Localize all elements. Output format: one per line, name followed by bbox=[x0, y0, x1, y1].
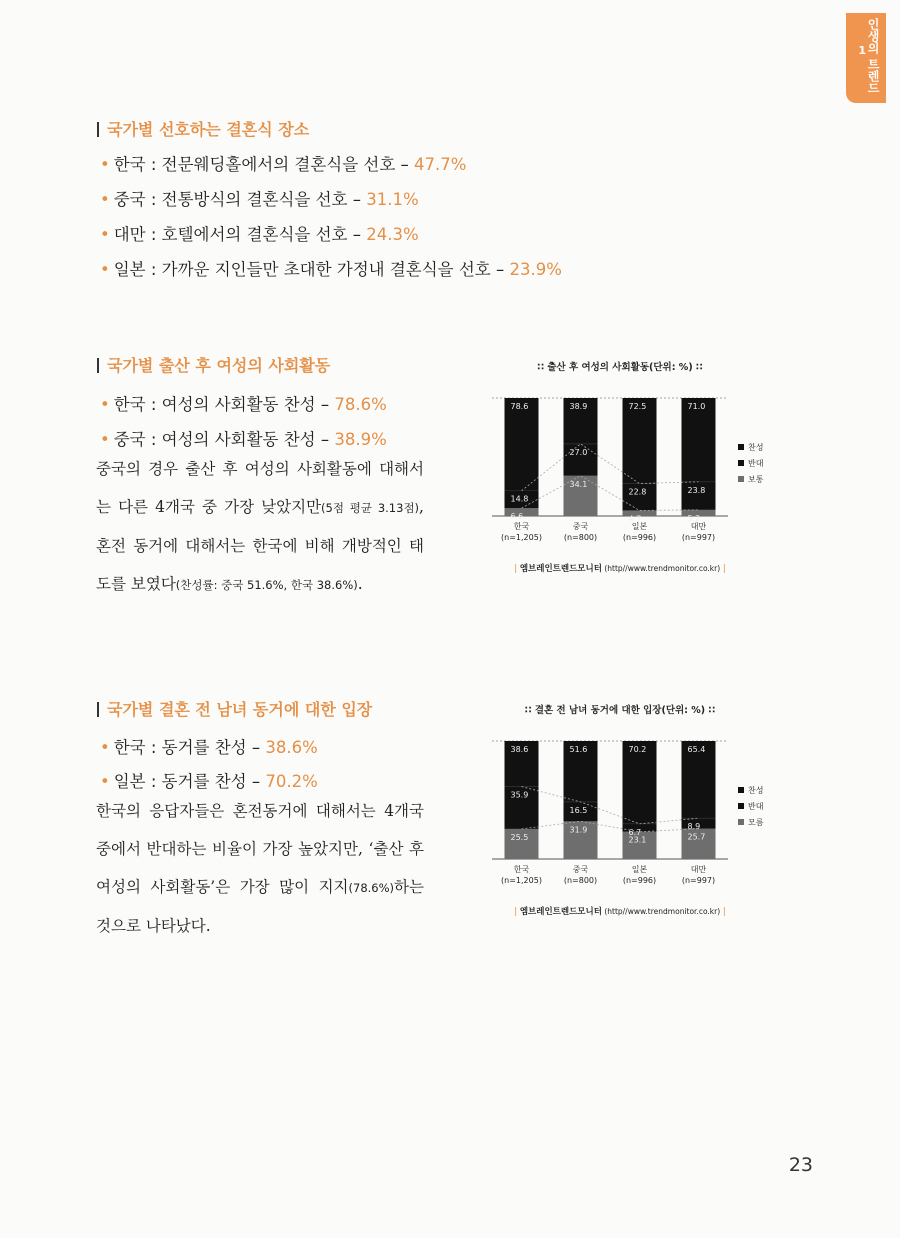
category-n-label: (n=997) bbox=[681, 876, 716, 885]
legend-label-모름: 모름 bbox=[748, 818, 764, 827]
data-label-반대-일본: 22.8 bbox=[628, 487, 647, 497]
data-label-모름-일본: 23.1 bbox=[628, 835, 647, 845]
data-label-반대-일본: 6.7 bbox=[628, 827, 642, 837]
category-n-label: (n=1,205) bbox=[501, 876, 542, 885]
chart-title: ∷ 출산 후 여성의 사회활동(단위: %) ∷ bbox=[537, 362, 703, 373]
section1-item-china: • 중국 : 전통방식의 결혼식을 선호 – 31.1% bbox=[100, 190, 419, 209]
legend-swatch-모름 bbox=[738, 819, 744, 825]
section1-item-taiwan: • 대만 : 호텔에서의 결혼식을 선호 – 24.3% bbox=[100, 225, 419, 244]
data-label-찬성-대만: 71.0 bbox=[687, 402, 706, 411]
category-n-label: (n=1,205) bbox=[501, 533, 542, 542]
category-n-label: (n=996) bbox=[622, 876, 657, 885]
category-n-label: (n=800) bbox=[563, 876, 598, 885]
section2-item-china: • 중국 : 여성의 사회활동 찬성 – 38.9% bbox=[100, 430, 387, 449]
category-label: 일본 bbox=[631, 865, 648, 874]
chart-maternal-social-activity bbox=[470, 352, 780, 587]
data-label-보통-대만: 5.2 bbox=[687, 513, 701, 523]
section3-heading: 국가별 결혼 전 남녀 동거에 대한 입장 bbox=[97, 697, 372, 720]
data-label-반대-대만: 8.9 bbox=[687, 822, 701, 832]
category-label: 한국 bbox=[513, 522, 530, 531]
category-n-label: (n=996) bbox=[622, 533, 657, 542]
chapter-tab-number: 1 bbox=[858, 44, 866, 57]
data-label-찬성-중국: 38.9 bbox=[569, 402, 588, 411]
data-label-찬성-한국: 38.6 bbox=[510, 745, 529, 754]
section2-paragraph: 중국의 경우 출산 후 여성의 사회활동에 대해서는 다른 4개국 중 가장 낮았지만(5점 평균 3.13점), 혼전 동거에 대해서는 한국에 비해 개방적인 태도를 보였다(찬성률: 중국 51.6%, 한국 38.6%). bbox=[96, 460, 424, 593]
chart-title: ∷ 결혼 전 남녀 동거에 대한 입장(단위: %) ∷ bbox=[524, 705, 716, 716]
category-label: 중국 bbox=[572, 522, 589, 531]
connector-line bbox=[522, 821, 699, 831]
section3-item-japan: • 일본 : 동거를 찬성 – 70.2% bbox=[100, 772, 318, 791]
data-label-보통-한국: 6.6 bbox=[510, 512, 524, 522]
data-label-찬성-대만: 65.4 bbox=[687, 745, 706, 754]
data-label-반대-대만: 23.8 bbox=[687, 485, 706, 495]
data-label-모름-대만: 25.7 bbox=[687, 832, 706, 842]
data-label-찬성-일본: 70.2 bbox=[628, 745, 647, 754]
data-label-모름-중국: 31.9 bbox=[569, 825, 588, 835]
data-label-반대-중국: 27.0 bbox=[569, 447, 588, 457]
legend-label-반대: 반대 bbox=[748, 802, 764, 811]
page-number: 23 bbox=[788, 1154, 813, 1176]
section3-item-korea: • 한국 : 동거를 찬성 – 38.6% bbox=[100, 738, 318, 757]
legend-swatch-찬성 bbox=[738, 787, 744, 793]
data-label-보통-일본: 4.7 bbox=[628, 514, 642, 524]
category-label: 대만 bbox=[690, 522, 707, 531]
legend-swatch-찬성 bbox=[738, 444, 744, 450]
data-label-찬성-중국: 51.6 bbox=[569, 745, 588, 754]
chapter-tab-label: 인생의 트렌드 bbox=[866, 18, 880, 95]
connector-line bbox=[522, 787, 699, 824]
data-label-찬성-한국: 78.6 bbox=[510, 402, 529, 411]
data-label-반대-한국: 14.8 bbox=[510, 494, 529, 504]
category-n-label: (n=800) bbox=[563, 533, 598, 542]
legend-label-찬성: 찬성 bbox=[748, 786, 764, 795]
connector-line bbox=[522, 476, 699, 511]
section2-item-korea: • 한국 : 여성의 사회활동 찬성 – 78.6% bbox=[100, 395, 387, 414]
data-label-모름-한국: 25.5 bbox=[510, 832, 529, 842]
section1-heading: 국가별 선호하는 결혼식 장소 bbox=[97, 117, 309, 140]
data-label-찬성-일본: 72.5 bbox=[628, 402, 647, 411]
section3-paragraph: 한국의 응답자들은 혼전동거에 대해서는 4개국 중에서 반대하는 비율이 가장 높았지만, ‘출산 후 여성의 사회활동’은 가장 많이 지지(78.6%)하는 것으로 나타났다. bbox=[96, 802, 424, 935]
chart-premarital-cohabitation bbox=[470, 695, 780, 920]
source-credit: | 엠브레인트렌드모니터 (http//www.trendmonitor.co.kr) | bbox=[514, 564, 726, 574]
section1-item-korea: • 한국 : 전문웨딩홀에서의 결혼식을 선호 – 47.7% bbox=[100, 155, 467, 174]
category-label: 중국 bbox=[572, 865, 589, 874]
legend-swatch-반대 bbox=[738, 803, 744, 809]
category-label: 일본 bbox=[631, 522, 648, 531]
legend-label-찬성: 찬성 bbox=[748, 443, 764, 452]
data-label-반대-중국: 16.5 bbox=[569, 805, 588, 815]
data-label-보통-중국: 34.1 bbox=[569, 479, 588, 489]
bar-찬성-한국 bbox=[505, 398, 539, 491]
legend-swatch-보통 bbox=[738, 476, 744, 482]
source-credit: | 엠브레인트렌드모니터 (http//www.trendmonitor.co.kr) | bbox=[514, 907, 726, 917]
category-n-label: (n=997) bbox=[681, 533, 716, 542]
legend-swatch-반대 bbox=[738, 460, 744, 466]
legend-label-보통: 보통 bbox=[748, 475, 764, 484]
data-label-반대-한국: 35.9 bbox=[510, 790, 529, 800]
section2-heading: 국가별 출산 후 여성의 사회활동 bbox=[97, 353, 330, 376]
connector-line bbox=[522, 444, 699, 491]
legend-label-반대: 반대 bbox=[748, 459, 764, 468]
category-label: 대만 bbox=[690, 865, 707, 874]
section1-item-japan: • 일본 : 가까운 지인들만 초대한 가정내 결혼식을 선호 – 23.9% bbox=[100, 260, 562, 279]
category-label: 한국 bbox=[513, 865, 530, 874]
